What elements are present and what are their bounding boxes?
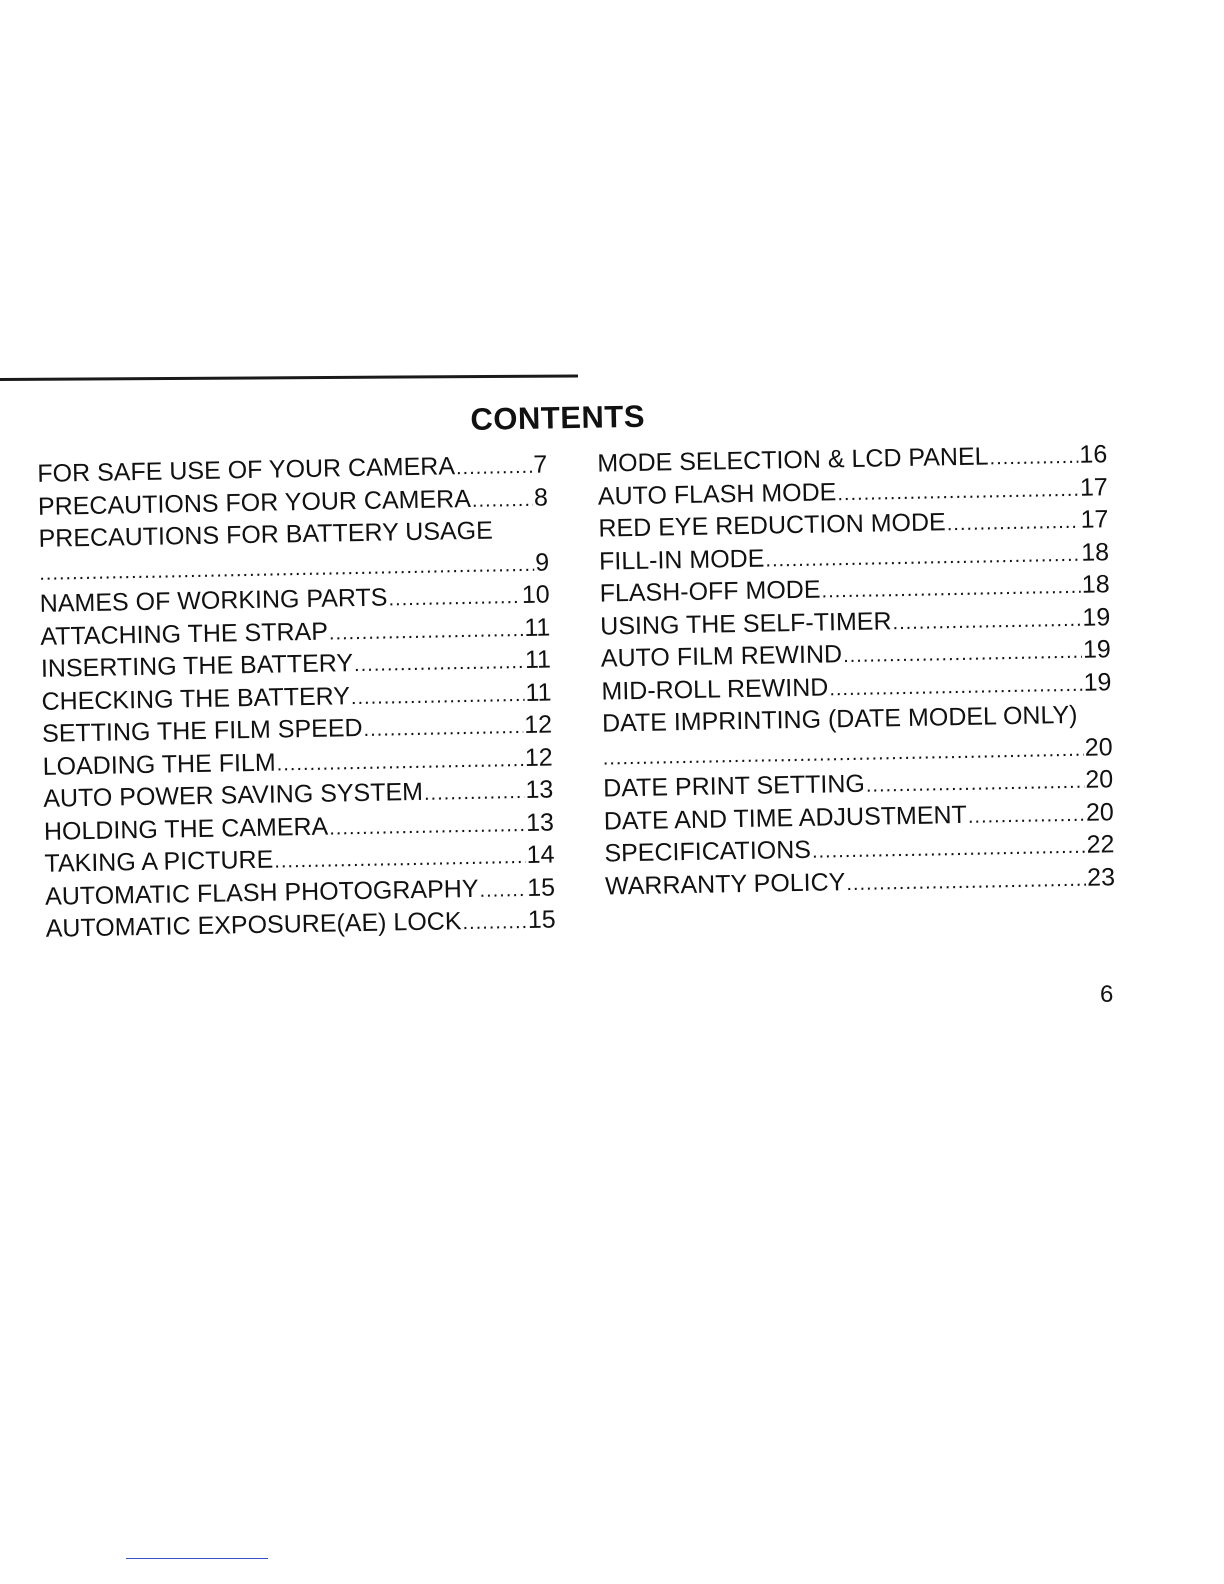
toc-entry-page: 23 — [1086, 862, 1116, 892]
toc-entry-page: 20 — [1085, 765, 1114, 794]
dot-leader — [329, 614, 524, 650]
dot-leader — [892, 603, 1082, 639]
page-title: CONTENTS — [470, 398, 646, 437]
toc-entry-label: RED EYE REDUCTION MODE — [598, 508, 946, 543]
dot-leader — [329, 809, 525, 845]
toc-entry-page: 11 — [524, 645, 552, 674]
top-horizontal-rule — [0, 374, 578, 381]
toc-entry-label: PRECAUTIONS FOR YOUR CAMERA — [37, 484, 472, 521]
toc-left-column — [37, 449, 556, 946]
toc-entry[interactable] — [602, 698, 1113, 772]
toc-entry-label: FOR SAFE USE OF YOUR CAMERA — [37, 452, 456, 488]
toc-entry-page: 17 — [1080, 505, 1109, 534]
dot-leader — [363, 711, 523, 746]
bottom-rule — [126, 1558, 268, 1559]
toc-entry-label: HOLDING THE CAMERA — [43, 812, 329, 846]
toc-entry-page: 18 — [1081, 570, 1110, 599]
toc-entry-page: 17 — [1079, 472, 1109, 502]
dot-leader — [351, 678, 525, 714]
toc-entry[interactable] — [38, 514, 549, 588]
toc-entry-page: 7 — [533, 450, 548, 479]
dot-leader — [946, 506, 1079, 541]
dot-leader — [354, 646, 525, 682]
toc-entry-label: AUTO POWER SAVING SYSTEM — [43, 777, 424, 813]
toc-entry-page: 12 — [524, 710, 553, 739]
toc-entry-page: 11 — [525, 677, 552, 707]
toc-entry-page: 15 — [527, 905, 556, 934]
toc-entry-page: 10 — [521, 580, 550, 610]
toc-entry-label: TAKING A PICTURE — [44, 845, 274, 878]
toc-entry-page: 16 — [1079, 440, 1108, 469]
dot-leader — [812, 831, 1086, 869]
toc-entry-label: PRECAUTIONS FOR BATTERY USAGE — [38, 516, 494, 553]
toc-entry-label: CHECKING THE BATTERY — [41, 681, 351, 716]
dot-leader — [274, 841, 526, 878]
toc-entry-page: 13 — [525, 775, 554, 804]
dot-leader — [866, 766, 1085, 803]
toc-entry-label: DATE PRINT SETTING — [602, 769, 866, 803]
dot-leader — [456, 451, 533, 485]
dot-leader — [472, 483, 534, 517]
toc-entry-page: 14 — [526, 840, 555, 869]
toc-entry-page: 19 — [1082, 602, 1111, 632]
toc-right-column — [597, 438, 1115, 902]
toc-entry-label: USING THE SELF-TIMER — [600, 606, 892, 641]
toc-entry-label: INSERTING THE BATTERY — [40, 649, 354, 683]
toc-entry-label: FILL-IN MODE — [598, 544, 765, 576]
toc-entry-page: 22 — [1086, 830, 1115, 859]
toc-entry-label: AUTOMATIC FLASH PHOTOGRAPHY — [44, 874, 479, 911]
toc-entry-label: AUTOMATIC EXPOSURE(AE) LOCK — [45, 907, 462, 943]
dot-leader — [424, 776, 525, 810]
toc-entry-page: 20 — [1084, 732, 1113, 762]
toc-entry-label: ATTACHING THE STRAP — [40, 617, 329, 651]
toc-entry-label: AUTO FILM REWIND — [600, 640, 843, 673]
dot-leader — [968, 798, 1086, 833]
dot-leader — [276, 744, 524, 781]
toc-entry-page: 8 — [533, 483, 549, 512]
toc-entry-label: AUTO FLASH MODE — [597, 477, 837, 511]
toc-entry-label: FLASH-OFF MODE — [599, 575, 821, 608]
toc-entry-label: DATE IMPRINTING (DATE MODEL ONLY) — [601, 700, 1078, 738]
dot-leader — [837, 473, 1079, 510]
toc-entry-page: 13 — [525, 807, 555, 837]
toc-entry-label: NAMES OF WORKING PARTS — [39, 583, 388, 618]
dot-leader — [843, 636, 1083, 673]
toc-entry-label: WARRANTY POLICY — [604, 867, 846, 901]
dot-leader — [479, 873, 526, 906]
dot-leader — [388, 581, 521, 616]
toc-entry-label: MID-ROLL REWIND — [601, 672, 829, 706]
toc-entry-page: 19 — [1083, 667, 1112, 697]
contents-page — [30, 378, 1120, 943]
dot-leader — [989, 441, 1078, 475]
toc-entry-page: 20 — [1085, 797, 1115, 827]
toc-entry-label: SPECIFICATIONS — [604, 835, 812, 868]
toc-entry-label: MODE SELECTION & LCD PANEL — [597, 442, 989, 478]
toc-entry-page: 12 — [524, 742, 553, 772]
toc-entry-page: 19 — [1082, 635, 1112, 664]
toc-entry-page: 9 — [534, 548, 550, 577]
dot-leader — [821, 571, 1081, 608]
toc-entry-label: LOADING THE FILM — [42, 748, 276, 781]
toc-entry-page: 18 — [1080, 537, 1110, 567]
toc-entry-label: SETTING THE FILM SPEED — [41, 713, 363, 748]
page-number: 6 — [1100, 981, 1114, 1008]
toc-entry-page: 15 — [526, 872, 556, 902]
dot-leader — [846, 863, 1086, 900]
dot-leader — [462, 906, 527, 940]
toc-entry-page: 11 — [524, 613, 551, 642]
toc-entry-label: DATE AND TIME ADJUSTMENT — [603, 800, 968, 836]
